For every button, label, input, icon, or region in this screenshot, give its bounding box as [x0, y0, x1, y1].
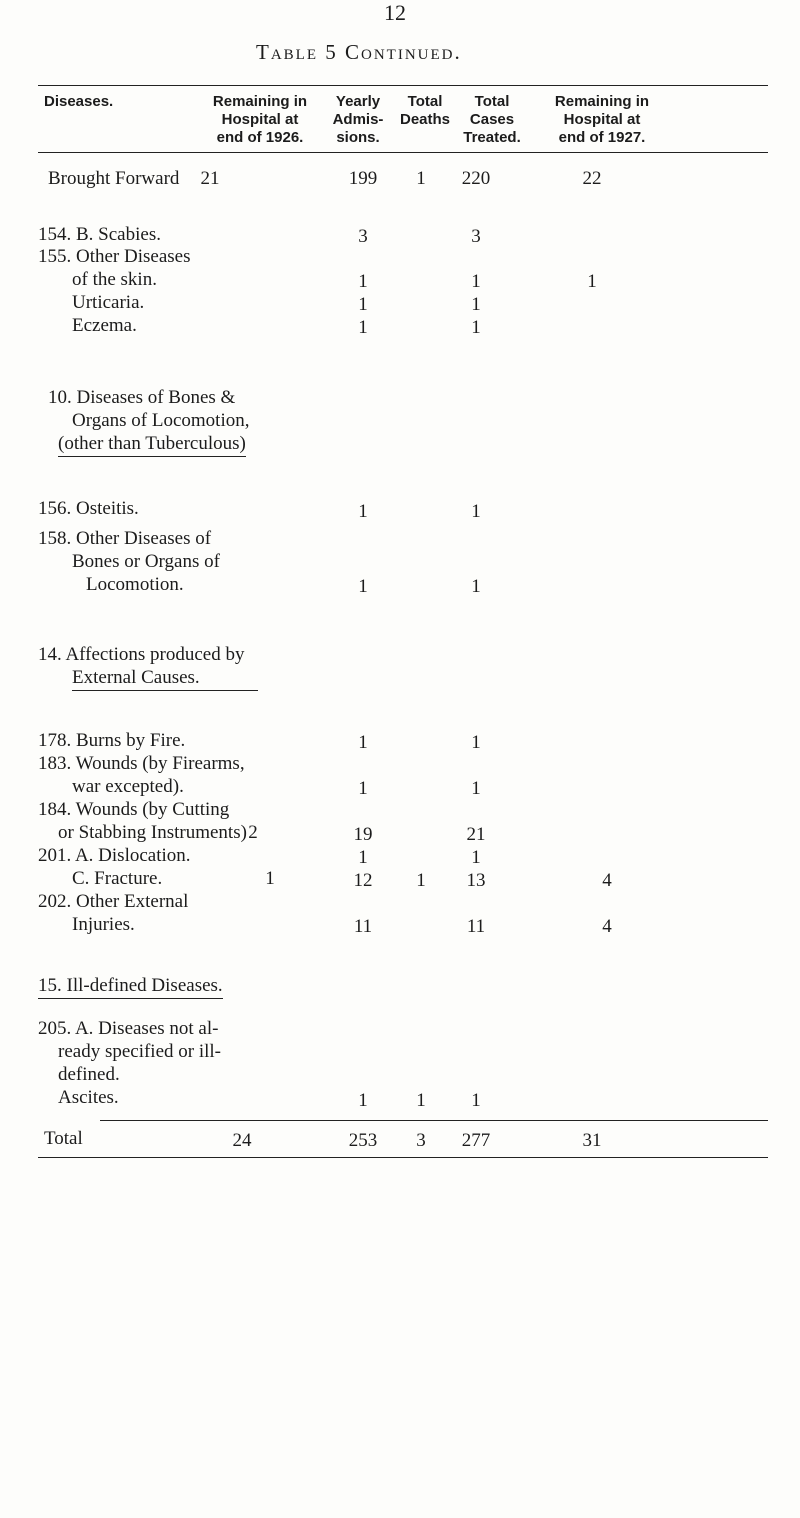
row-admissions: 3	[358, 226, 368, 247]
row-admissions: 1	[358, 317, 368, 338]
row-label-line: 202. Other External	[38, 891, 189, 912]
section-heading: 15. Ill-defined Diseases.	[38, 975, 223, 999]
row-label: Injuries.	[72, 914, 135, 935]
row-cases: 1	[471, 317, 481, 338]
col-header-remaining-end: Remaining in Hospital at end of 1927.	[554, 93, 650, 146]
row-admissions: 1	[358, 294, 368, 315]
row-cases: 11	[466, 916, 486, 937]
brought-forward-cases: 220	[461, 168, 491, 189]
row-label: 201. A. Dislocation.	[38, 845, 191, 866]
col-header-cases: Total Cases Treated.	[463, 93, 521, 146]
row-admissions: 1	[358, 501, 368, 522]
row-label: 154. B. Scabies.	[38, 224, 161, 245]
col-header-admissions: Yearly Admis- sions.	[332, 93, 384, 146]
row-remaining-end: 4	[602, 916, 612, 937]
row-remaining-end: 1	[587, 271, 597, 292]
brought-forward-admissions: 199	[348, 168, 378, 189]
row-cases: 3	[471, 226, 481, 247]
row-remaining-start: 2	[248, 822, 258, 843]
row-deaths: 1	[416, 1090, 426, 1111]
section-heading: (other than Tuberculous)	[58, 433, 246, 457]
row-admissions: 1	[358, 576, 368, 597]
brought-forward-remaining-start: 21	[200, 168, 220, 189]
row-label: Eczema.	[72, 315, 137, 336]
total-cases: 277	[461, 1130, 491, 1151]
row-deaths: 1	[416, 870, 426, 891]
row-cases: 1	[471, 501, 481, 522]
row-cases: 1	[471, 1090, 481, 1111]
row-remaining-start: 1	[265, 868, 275, 889]
page-number: 12	[384, 0, 406, 25]
row-cases: 13	[466, 870, 486, 891]
section-heading: 14. Affections produced by	[38, 644, 245, 665]
row-cases: 1	[471, 576, 481, 597]
row-label: war excepted).	[72, 776, 184, 797]
row-cases: 1	[471, 732, 481, 753]
total-deaths: 3	[416, 1130, 426, 1151]
row-admissions: 11	[353, 916, 373, 937]
brought-forward-remaining-end: 22	[582, 168, 602, 189]
section-heading: External Causes.	[72, 667, 258, 691]
row-admissions: 1	[358, 778, 368, 799]
row-label-line: 205. A. Diseases not al-	[38, 1018, 219, 1039]
row-admissions: 19	[353, 824, 373, 845]
row-label: 178. Burns by Fire.	[38, 730, 186, 751]
section-heading: Organs of Locomotion,	[72, 410, 250, 431]
col-header-deaths: Total Deaths	[399, 93, 451, 128]
row-label-line: 184. Wounds (by Cutting	[38, 799, 230, 820]
total-remaining-end: 31	[582, 1130, 602, 1151]
header-bottom-rule	[38, 152, 768, 153]
row-label: Locomotion.	[86, 574, 184, 595]
row-label: Urticaria.	[72, 292, 145, 313]
row-label: C. Fracture.	[72, 868, 163, 889]
table-title: Table 5 Continued.	[256, 40, 462, 64]
col-header-remaining-start: Remaining in Hospital at end of 1926.	[212, 93, 308, 146]
row-label-line: ready specified or ill-	[58, 1041, 222, 1062]
row-label-line: defined.	[58, 1064, 120, 1085]
row-cases: 1	[471, 778, 481, 799]
brought-forward-deaths: 1	[416, 168, 426, 189]
row-label-line: 155. Other Diseases	[38, 246, 191, 267]
row-label: of the skin.	[72, 269, 157, 290]
col-header-diseases: Diseases.	[44, 93, 114, 110]
row-cases: 21	[466, 824, 486, 845]
row-admissions: 1	[358, 847, 368, 868]
total-top-rule	[100, 1120, 768, 1121]
header-top-rule	[38, 85, 768, 86]
section-heading: 10. Diseases of Bones &	[48, 387, 236, 408]
row-label-line: Bones or Organs of	[72, 551, 220, 572]
row-admissions: 1	[358, 271, 368, 292]
row-cases: 1	[471, 847, 481, 868]
brought-forward-label: Brought Forward	[48, 168, 180, 189]
row-label: or Stabbing Instruments)	[58, 822, 247, 843]
total-admissions: 253	[348, 1130, 378, 1151]
row-admissions: 1	[358, 732, 368, 753]
row-label: 156. Osteitis.	[38, 498, 139, 519]
row-remaining-end: 4	[602, 870, 612, 891]
row-label: Ascites.	[58, 1087, 119, 1108]
row-admissions: 1	[358, 1090, 368, 1111]
total-label: Total	[44, 1128, 83, 1149]
total-remaining-start: 24	[232, 1130, 252, 1151]
row-admissions: 12	[353, 870, 373, 891]
row-label-line: 158. Other Diseases of	[38, 528, 212, 549]
row-label-line: 183. Wounds (by Firearms,	[38, 753, 245, 774]
row-cases: 1	[471, 294, 481, 315]
total-bottom-rule	[38, 1157, 768, 1158]
row-cases: 1	[471, 271, 481, 292]
